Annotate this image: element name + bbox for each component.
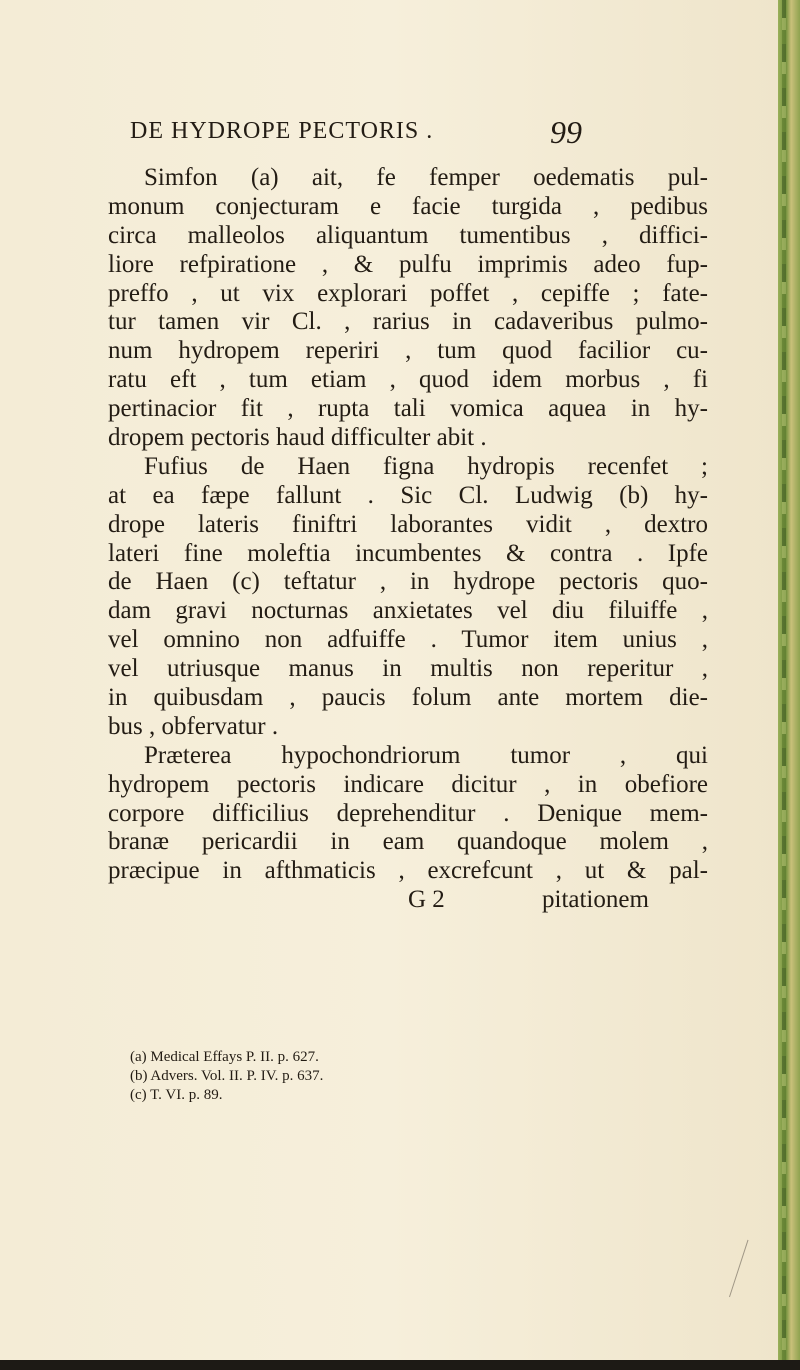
page-number: 99 (550, 114, 582, 150)
text-line: dropem pectoris haud difficulter abit . (108, 424, 487, 452)
footnote: (c) T. VI. p. 89. (130, 1087, 223, 1103)
text-line: Simfon (a) ait, fe femper oedematis pul- (144, 164, 708, 191)
signature-mark: G 2 (408, 886, 445, 914)
page-edge (778, 0, 800, 1370)
text-line: in quibusdam , paucis folum ante mortem die- (108, 684, 708, 712)
catchword: pitationem (542, 886, 649, 914)
text-line: branæ pericardii in eam quandoque molem , (108, 828, 708, 856)
footnote: (b) Advers. Vol. II. P. IV. p. 637. (130, 1068, 324, 1084)
text-line: lateri fine moleftia incumbentes & contra . Ipfe (108, 539, 708, 567)
footnotes (130, 1048, 530, 1105)
running-head: DE HYDROPE PECTORIS . (130, 118, 434, 144)
text-line: preffo , ut vix explorari poffet , cepiffe ; fate- (108, 279, 708, 307)
text-line: num hydropem reperiri , tum quod facilior cu- (108, 337, 708, 365)
text-line: Præterea hypochondriorum tumor , qui (144, 741, 708, 769)
text-line: de Haen (c) teftatur , in hydrope pectoris quo- (108, 568, 708, 596)
text-line: drope lateris finiftri laborantes vidit , dextro (108, 510, 708, 538)
body-text (108, 164, 708, 915)
text-line: corpore difficilius deprehenditur . Denique mem- (108, 799, 708, 827)
signature-row (108, 886, 708, 915)
page-header (130, 114, 650, 154)
text-line: dam gravi nocturnas anxietates vel diu filuiffe , (108, 597, 708, 625)
text-line: vel omnino non adfuiffe . Tumor item unius , (108, 626, 708, 654)
bottom-border (0, 1360, 800, 1370)
text-line: pertinacior fit , rupta tali vomica aquea in hy- (108, 395, 708, 423)
text-line: hydropem pectoris indicare dicitur , in obefiore (108, 770, 708, 798)
text-line: tur tamen vir Cl. , rarius in cadaveribus pulmo- (108, 308, 708, 336)
text-line: at ea fæpe fallunt . Sic Cl. Ludwig (b) hy- (108, 481, 708, 509)
text-line: circa malleolos aliquantum tumentibus , diffici- (108, 221, 708, 249)
text-line: bus , obfervatur . (108, 712, 279, 740)
text-line: vel utriusque manus in multis non reperitur , (108, 655, 708, 683)
text-line: Fufius de Haen figna hydropis recenfet ; (144, 452, 708, 480)
text-line: ratu eft , tum etiam , quod idem morbus , fi (108, 366, 708, 394)
text-line: monum conjecturam e facie turgida , pedibus (108, 192, 708, 220)
footnote: (a) Medical Effays P. II. p. 627. (130, 1049, 319, 1065)
text-line: præcipue in afthmaticis , excrefcunt , ut & pal- (108, 857, 708, 885)
text-line: liore refpiratione , & pulfu imprimis adeo fup- (108, 250, 708, 278)
